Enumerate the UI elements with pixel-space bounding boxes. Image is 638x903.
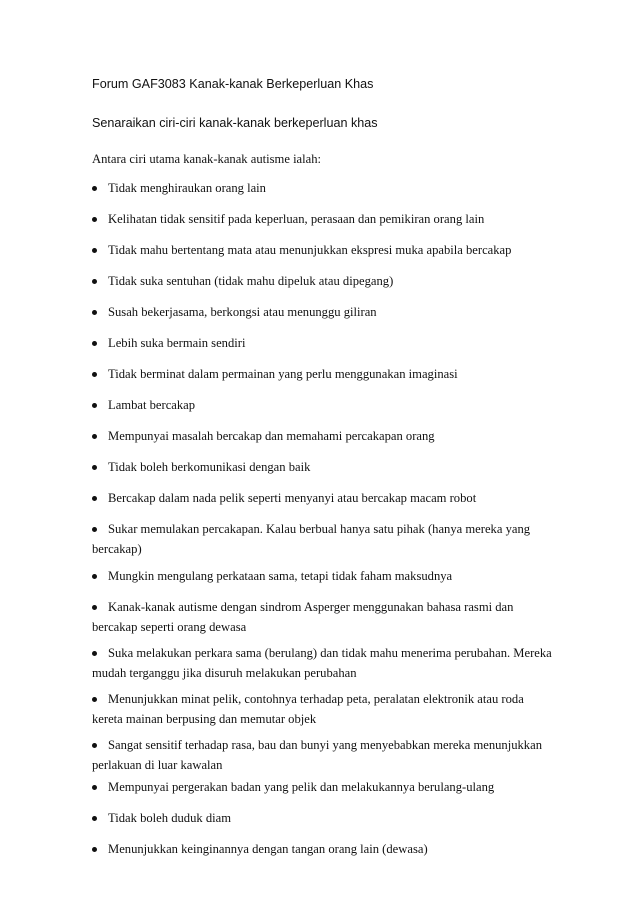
bullet-icon xyxy=(92,341,97,346)
list-item xyxy=(92,333,552,353)
list-item-text: Kelihatan tidak sensitif pada keperluan, perasaan dan pemikiran orang lain xyxy=(108,212,485,226)
list-item xyxy=(92,839,552,859)
list-item-text: Kanak-kanak autisme dengan sindrom Asperger menggunakan bahasa rasmi dan bercakap seperti orang dewasa xyxy=(92,600,514,634)
list-item xyxy=(92,240,552,260)
list-item xyxy=(92,735,552,775)
list-item-text: Susah bekerjasama, berkongsi atau menunggu giliran xyxy=(108,305,377,319)
list-item xyxy=(92,488,552,508)
bullet-icon xyxy=(92,785,97,790)
bullet-icon xyxy=(92,248,97,253)
list-item-text: Suka melakukan perkara sama (berulang) dan tidak mahu menerima perubahan. Mereka mudah terganggu jika disuruh melakukan perubahan xyxy=(92,646,552,680)
document-title: Forum GAF3083 Kanak-kanak Berkeperluan Khas xyxy=(92,77,374,91)
list-item xyxy=(92,643,552,683)
list-item-text: Sukar memulakan percakapan. Kalau berbual hanya satu pihak (hanya mereka yang bercakap) xyxy=(92,522,531,556)
list-item xyxy=(92,566,552,586)
list-item xyxy=(92,426,552,446)
bullet-icon xyxy=(92,605,97,610)
bullet-icon xyxy=(92,743,97,748)
bullet-icon xyxy=(92,651,97,656)
list-item-text: Menunjukkan keinginannya dengan tangan orang lain (dewasa) xyxy=(108,842,428,856)
list-item xyxy=(92,808,552,828)
intro-text: Antara ciri utama kanak-kanak autisme ialah: xyxy=(92,152,322,166)
list-item-text: Tidak berminat dalam permainan yang perlu menggunakan imaginasi xyxy=(108,367,458,381)
bullet-icon xyxy=(92,527,97,532)
list-item xyxy=(92,364,552,384)
list-item xyxy=(92,519,552,559)
bullet-icon xyxy=(92,574,97,579)
bullet-icon xyxy=(92,847,97,852)
list-item xyxy=(92,271,552,291)
list-item xyxy=(92,777,552,797)
list-item-text: Lebih suka bermain sendiri xyxy=(108,336,246,350)
bullet-icon xyxy=(92,372,97,377)
list-item-text: Sangat sensitif terhadap rasa, bau dan bunyi yang menyebabkan mereka menunjukkan perlakuan di luar kawalan xyxy=(92,738,542,772)
bullet-icon xyxy=(92,186,97,191)
list-item xyxy=(92,457,552,477)
list-item-text: Mempunyai pergerakan badan yang pelik dan melakukannya berulang-ulang xyxy=(108,780,495,794)
bullet-icon xyxy=(92,434,97,439)
list-item-text: Tidak boleh berkomunikasi dengan baik xyxy=(108,460,311,474)
list-item xyxy=(92,302,552,322)
list-item-text: Lambat bercakap xyxy=(108,398,196,412)
list-item-text: Bercakap dalam nada pelik seperti menyanyi atau bercakap macam robot xyxy=(108,491,477,505)
list-item xyxy=(92,178,552,198)
bullet-icon xyxy=(92,465,97,470)
list-item-text: Tidak boleh duduk diam xyxy=(108,811,232,825)
list-item xyxy=(92,209,552,229)
bullet-icon xyxy=(92,310,97,315)
list-item-text: Tidak suka sentuhan (tidak mahu dipeluk atau dipegang) xyxy=(108,274,394,288)
bullet-icon xyxy=(92,697,97,702)
bullet-icon xyxy=(92,279,97,284)
bullet-icon xyxy=(92,403,97,408)
list-item-text: Tidak mahu bertentang mata atau menunjukkan ekspresi muka apabila bercakap xyxy=(108,243,512,257)
list-item xyxy=(92,395,552,415)
bullet-icon xyxy=(92,496,97,501)
list-item-text: Mungkin mengulang perkataan sama, tetapi tidak faham maksudnya xyxy=(108,569,453,583)
bullet-icon xyxy=(92,816,97,821)
list-item xyxy=(92,689,552,729)
list-item-text: Mempunyai masalah bercakap dan memahami percakapan orang xyxy=(108,429,435,443)
list-item-text: Tidak menghiraukan orang lain xyxy=(108,181,266,195)
list-item-text: Menunjukkan minat pelik, contohnya terhadap peta, peralatan elektronik atau roda kereta mainan berpusing dan memutar objek xyxy=(92,692,524,726)
bullet-icon xyxy=(92,217,97,222)
document-question: Senaraikan ciri-ciri kanak-kanak berkeperluan khas xyxy=(92,116,378,130)
list-item xyxy=(92,597,552,637)
